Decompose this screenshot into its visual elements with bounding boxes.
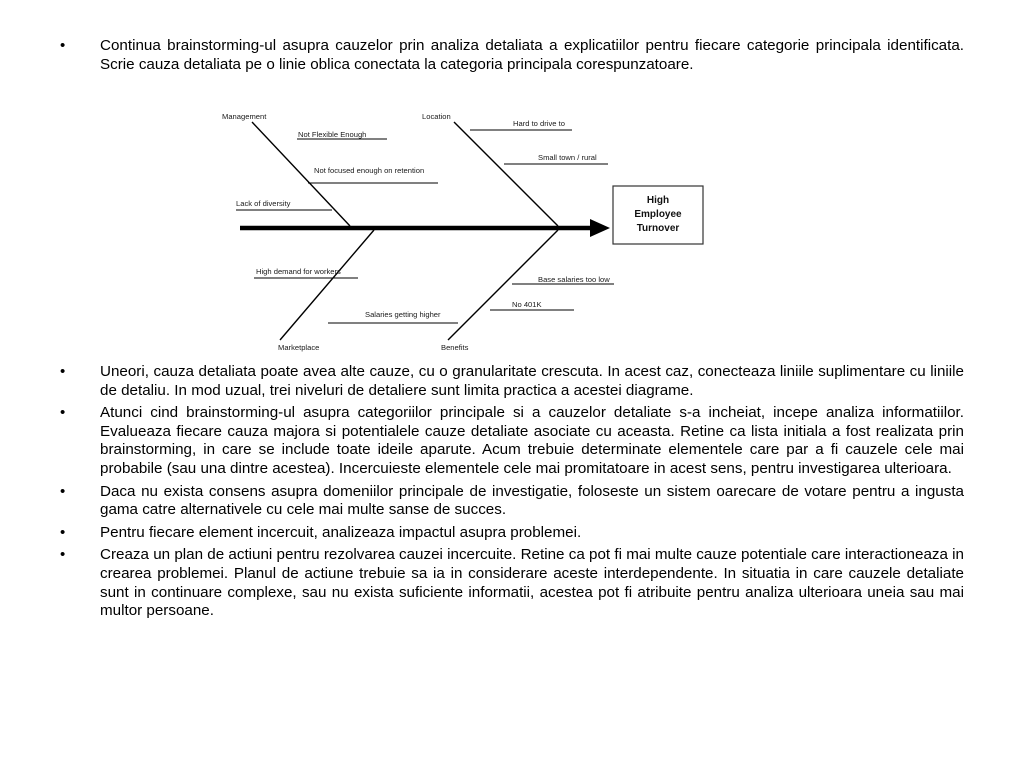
bullet-item <box>58 524 964 543</box>
category-location: Location <box>422 112 451 121</box>
spine-arrow <box>590 219 610 237</box>
bullet-icon: • <box>60 523 66 541</box>
bullet-text: Pentru fiecare element incercuit, analizeaza impactul asupra problemei. <box>100 523 582 541</box>
bullet-text: Daca nu exista consens asupra domeniilor principale de investigatie, foloseste un sistem oarecare de votare pentru a ingusta gama catre alternativele cu cele mai multe sanse de succes. <box>100 482 964 519</box>
bullet-item <box>58 404 964 478</box>
cause-high-demand: High demand for workers <box>256 267 341 276</box>
category-benefits: Benefits <box>441 343 469 352</box>
bullet-list-bottom <box>58 363 964 625</box>
fishbone-diagram <box>222 106 718 356</box>
effect-line-1: High <box>646 195 670 206</box>
effect-line-3: Turnover <box>636 223 680 234</box>
cause-small-town: Small town / rural <box>538 153 597 162</box>
bullet-icon: • <box>60 363 66 380</box>
cause-salaries-higher: Salaries getting higher <box>365 310 441 319</box>
cause-not-flexible: Not Flexible Enough <box>298 130 367 139</box>
cause-not-focused: Not focused enough on retention <box>314 166 425 175</box>
category-management: Management <box>222 112 267 121</box>
bullet-item <box>58 483 964 520</box>
bullet-icon: • <box>60 546 66 564</box>
bullet-item <box>58 37 964 74</box>
bullet-text: Atunci cind brainstorming-ul asupra categoriilor principale si a cauzelor detaliate s-a incheiat, incepe analiza informatiilor. Evalueaza fiecare cauza majora si potentialele cauze detaliate asociate cu aceasta. Retine ca lista initiala a fost realizata prin brainstorming, in care se include toate ideile aparute. Acum trebuie determinate elementele care par a fi cauzele cele mai probabile (sau una dintre acestea). Incercuieste elementele cele mai promitatoare in acest sens, pentru investigarea ulterioara. <box>100 404 964 477</box>
fishbone-svg <box>222 106 718 356</box>
category-marketplace: Marketplace <box>278 343 320 352</box>
bullet-text: Creaza un plan de actiuni pentru rezolvarea cauzei incercuite. Retine ca pot fi mai multe cauze potentiale care interactioneaza in crearea problemei. Planul de actiune trebuie sa ia in considerare aceste interdependente. In situatia in care cauzele detaliate sunt in continuare complexe, sau nu exista suficiente informatii, acestea pot fi atribuite pentru analiza ulterioara uneia sau mai multor persoane. <box>100 546 964 620</box>
bullet-item <box>58 546 964 620</box>
bullet-item <box>58 363 964 400</box>
effect-line-2: Employee <box>634 209 682 220</box>
cause-lack-diversity: Lack of diversity <box>236 199 291 208</box>
bullet-icon: • <box>60 37 66 54</box>
cause-hard-drive: Hard to drive to <box>513 119 565 128</box>
cause-no-401k: No 401K <box>512 300 542 309</box>
bullet-text: Uneori, cauza detaliata poate avea alte cauze, cu o granularitate crescuta. In acest caz, conecteaza liniile suplimentare cu liniile de detaliu. In mod uzual, trei niveluri de detaliere sunt limita practica a acestei diagrame. <box>100 363 964 399</box>
bone-benefits <box>448 230 558 340</box>
cause-base-salaries: Base salaries too low <box>538 275 610 284</box>
bullet-list-top <box>58 37 964 78</box>
bullet-text: Continua brainstorming-ul asupra cauzelor prin analiza detaliata a explicatiilor pentru fiecare categorie principala identificata. Scrie cauza detaliata pe o linie oblica conectata la categoria principala corespunzatoare. <box>100 37 964 73</box>
bullet-icon: • <box>60 404 66 422</box>
bone-location <box>454 122 558 226</box>
bullet-icon: • <box>60 482 66 500</box>
